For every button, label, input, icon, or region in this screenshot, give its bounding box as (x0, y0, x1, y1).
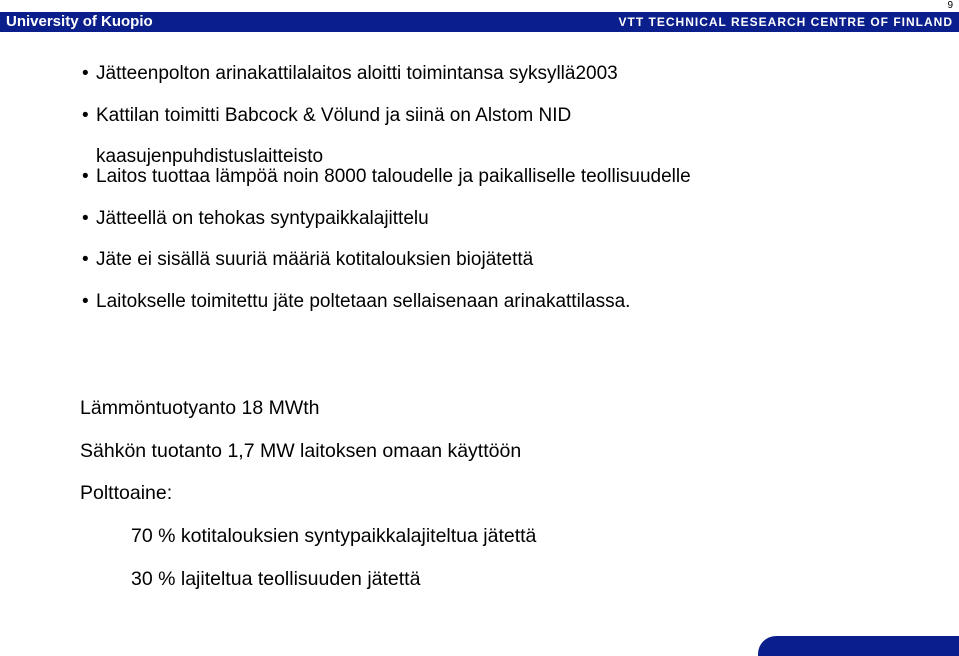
fuel-label: Polttoaine: (80, 482, 173, 505)
bullet-text: Jätteellä on tehokas syntypaikkalajittelu (96, 207, 429, 229)
bullet-item (82, 250, 691, 270)
university-title: University of Kuopio (6, 13, 153, 30)
heat-output-line: Lämmöntuotyanto 18 MWth (80, 397, 320, 419)
footer-corner-tab (758, 636, 959, 656)
electricity-line: Sähkön tuotanto 1,7 MW laitoksen omaan käyttöön (80, 439, 522, 462)
bullet-text: Jätteenpolton arinakattilalaitos aloitti toimintansa syksyllä2003 (96, 63, 618, 84)
bullet-item (82, 106, 691, 126)
bullet-dot-icon: • (82, 290, 89, 312)
bullet-dot-icon: • (82, 63, 89, 84)
bullet-text: Jäte ei sisällä suuriä määriä kotitalouksien biojätettä (96, 249, 534, 271)
bullet-item (82, 64, 691, 84)
fuel-item: 30 % lajiteltua teollisuuden jätettä (131, 567, 421, 590)
header-bar (0, 12, 959, 32)
bullet-list (82, 64, 691, 312)
bullet-dot-icon: • (82, 166, 89, 188)
bullet-item (82, 167, 691, 187)
bullet-item (82, 292, 691, 312)
page-number: 9 (947, 0, 953, 11)
bullet-dot-icon: • (82, 249, 89, 271)
bullet-text: Laitos tuottaa lämpöä noin 8000 taloudelle ja paikalliselle teollisuudelle (96, 166, 691, 188)
bullet-dot-icon: • (82, 207, 89, 229)
bullet-text: Laitokselle toimitettu jäte poltetaan sellaisenaan arinakattilassa. (96, 290, 631, 312)
bullet-text: Kattilan toimitti Babcock & Völund ja siinä on Alstom NID (96, 104, 572, 126)
bullet-dot-icon: • (82, 104, 89, 126)
bullet-item (82, 209, 691, 229)
bullet-continuation: kaasujenpuhdistuslaitteisto (96, 146, 324, 168)
vtt-title: VTT TECHNICAL RESEARCH CENTRE OF FINLAND (618, 15, 953, 29)
fuel-item: 70 % kotitalouksien syntypaikkalajiteltua jätettä (131, 525, 537, 548)
plant-info (80, 397, 536, 590)
